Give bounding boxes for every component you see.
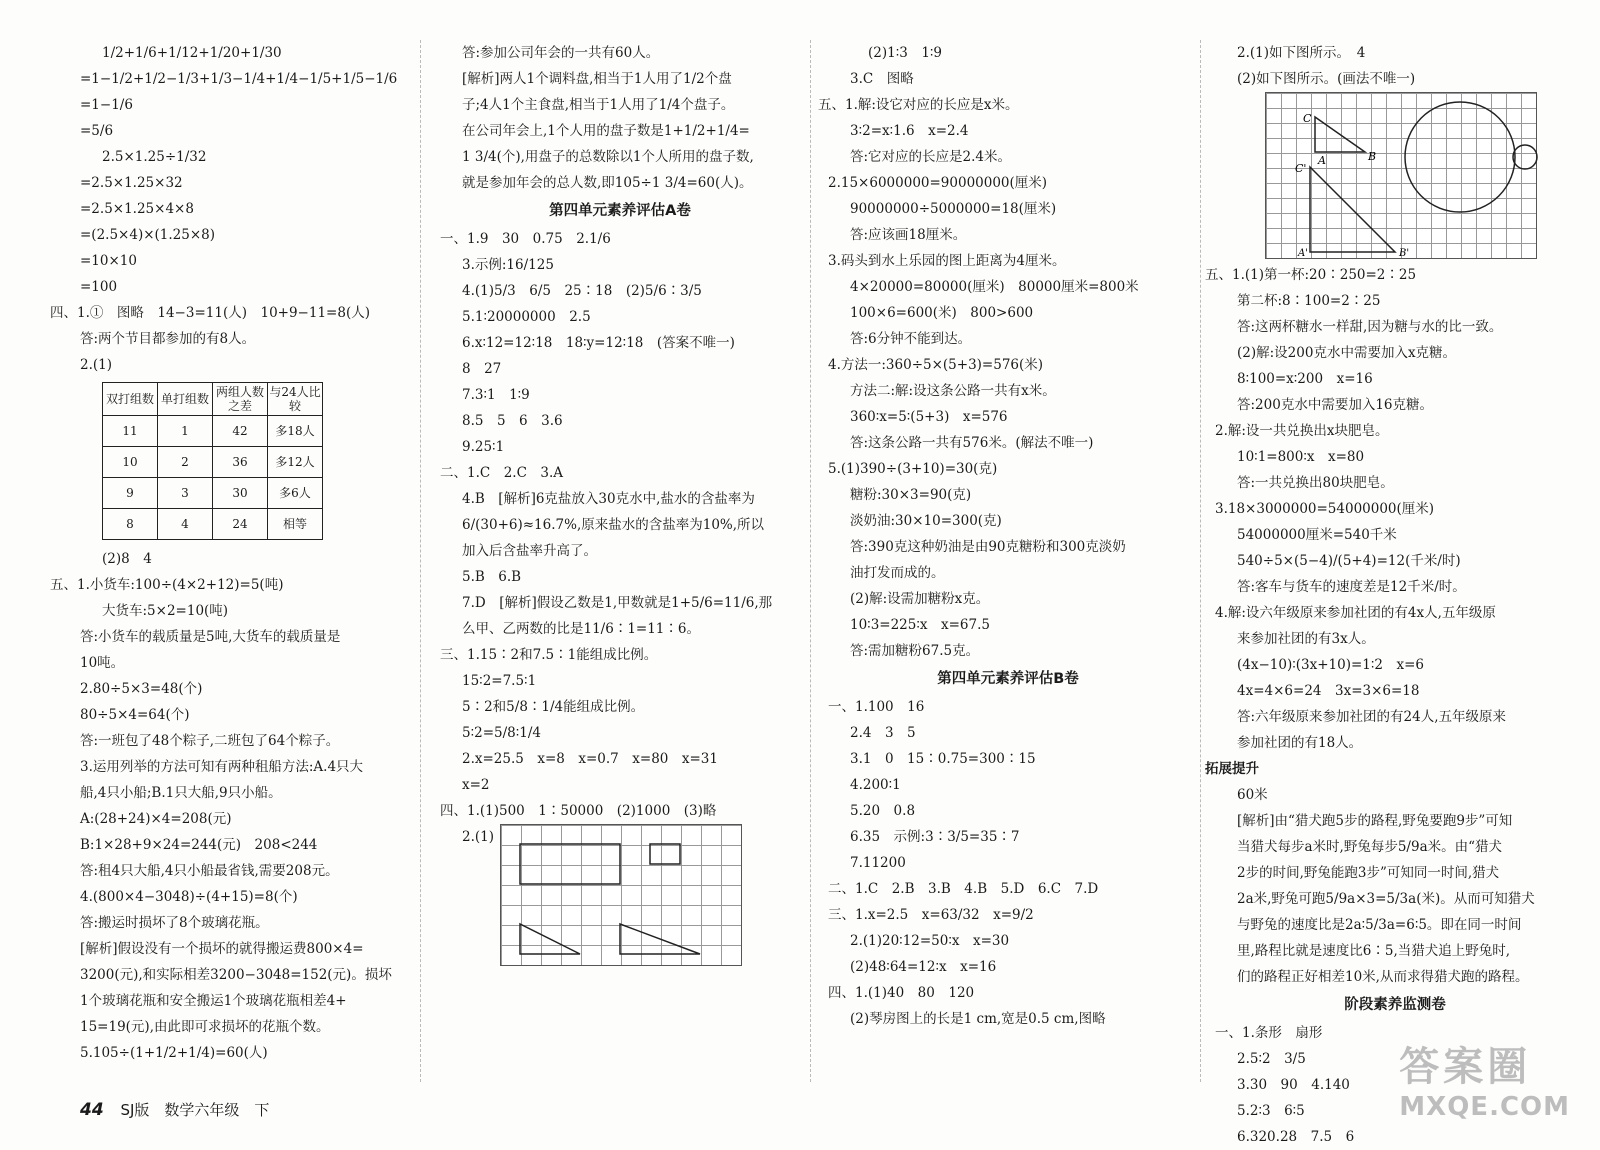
text-line: 油打发而成的。	[850, 565, 945, 581]
text-line: 6.320.28 7.5 6	[1237, 1129, 1355, 1145]
text-line: 6/(30+6)≈16.7%,原来盐水的含盐率为10%,所以	[462, 517, 765, 533]
text-line: 糖粉:30×3=90(克)	[850, 487, 972, 503]
point-label: C	[1303, 112, 1312, 125]
text-line: 答:客车与货车的速度差是12千米/时。	[1237, 579, 1466, 595]
section-title: 第四单元素养评估A卷	[549, 203, 691, 219]
point-label: C'	[1295, 162, 1307, 175]
text-line: 2.5×1.25÷1/32	[102, 149, 207, 165]
text-line: 5∶2=5/8∶1/4	[462, 725, 541, 741]
text-line: 54000000厘米=540千米	[1237, 527, 1397, 543]
text-line: (2)琴房图上的长是1 cm,宽是0.5 cm,图略	[850, 1011, 1106, 1027]
text-line: B:1×28+9×24=244(元) 208<244	[80, 837, 318, 853]
text-line: 第二杯:8∶100=2∶25	[1237, 293, 1381, 309]
table-cell: 多18人	[268, 416, 323, 447]
point-label: B'	[1399, 248, 1410, 259]
table-cell: 8	[103, 509, 158, 540]
text-line: 5.1∶20000000 2.5	[462, 309, 591, 325]
table-cell: 11	[103, 416, 158, 447]
footer-text: SJ版 数学六年级 下	[120, 1101, 270, 1119]
text-line: 3∶2=x∶1.6 x=2.4	[850, 123, 969, 139]
point-label: B	[1368, 150, 1377, 163]
table-cell: 2	[158, 447, 213, 478]
text-line: 参加社团的有18人。	[1237, 735, 1363, 751]
table-header: 双打组数	[103, 383, 158, 416]
text-line: 三、1.x=2.5 x=63/32 x=9/2	[828, 907, 1034, 923]
text-line: (2)48∶64=12∶x x=16	[850, 959, 997, 975]
table-header: 单打组数	[158, 383, 213, 416]
table-header: 与24人比较	[268, 383, 323, 416]
text-line: 60米	[1237, 787, 1268, 803]
text-line: 2a米,野兔可跑5/9a×3=5/3a(米)。从而可知猎犬	[1237, 891, 1535, 907]
text-line: 方法二:解:设这条公路一共有x米。	[850, 383, 1056, 399]
answer-column-1	[50, 40, 410, 1066]
answer-column-3	[818, 40, 1188, 1032]
text-line: 五、1.(1)第一杯:20∶250=2∶25	[1205, 267, 1417, 283]
text-line: 2.(1)	[462, 829, 495, 845]
text-line: 3.1 0 15∶0.75=300∶15	[850, 751, 1036, 767]
column-divider	[810, 40, 811, 1082]
text-line: 7.3∶1 1∶9	[462, 387, 530, 403]
text-line: 在公司年会上,1个人用的盘子数是1+1/2+1/4=	[462, 123, 750, 139]
text-line: 答:200克水中需要加入16克糖。	[1237, 397, 1433, 413]
text-line: 2.80÷5×3=48(个)	[80, 681, 203, 697]
text-line: 360∶x=5∶(5+3) x=576	[850, 409, 1008, 425]
text-line: 2.解:设一共兑换出x块肥皂。	[1215, 423, 1389, 439]
text-line: 10∶1=800∶x x=80	[1237, 449, 1365, 465]
text-line: 答:需加糖粉67.5克。	[850, 643, 980, 659]
text-line: 4.(800×4−3048)÷(4+15)=8(个)	[80, 889, 298, 905]
text-line: 答:小货车的载质量是5吨,大货车的载质量是	[80, 629, 341, 645]
text-line: 3200(元),和实际相差3200−3048=152(元)。损坏	[80, 967, 392, 983]
table-cell: 9	[103, 478, 158, 509]
text-line: 8 27	[462, 361, 502, 377]
text-line: =(2.5×4)×(1.25×8)	[80, 227, 216, 243]
text-line: 2步的时间,野兔能跑3步”可知同一时间,猎犬	[1237, 865, 1500, 881]
watermark-url: MXQE.COM	[1399, 1092, 1570, 1122]
text-line: 2.15×6000000=90000000(厘米)	[828, 175, 1048, 191]
text-line: 答:两个节目都参加的有8人。	[80, 331, 256, 347]
text-line: 答:6分钟不能到达。	[850, 331, 972, 347]
text-line: 15=19(元),由此即可求损坏的花瓶个数。	[80, 1019, 330, 1035]
text-line: 4.200∶1	[850, 777, 901, 793]
text-line: =2.5×1.25×4×8	[80, 201, 194, 217]
text-line: 7.11200	[850, 855, 906, 871]
text-line: 四、1.(1)500 1∶50000 (2)1000 (3)略	[440, 803, 717, 819]
text-line: 答:它对应的长应是2.4米。	[850, 149, 1012, 165]
point-label: A	[1318, 154, 1326, 167]
text-line: 2.x=25.5 x=8 x=0.7 x=80 x=31	[462, 751, 718, 767]
table-cell: 相等	[268, 509, 323, 540]
answer-column-2	[440, 40, 800, 974]
text-line: 5.105÷(1+1/2+1/4)=60(人)	[80, 1045, 268, 1061]
text-line: 答:这条公路一共有576米。(解法不唯一)	[850, 435, 1094, 451]
text-line: 8.5 5 6 3.6	[462, 413, 563, 429]
text-line: 5.20 0.8	[850, 803, 916, 819]
column-divider	[420, 40, 421, 1082]
text-line: 9.25∶1	[462, 439, 505, 455]
text-line: 8∶100=x∶200 x=16	[1237, 371, 1373, 387]
text-line: 里,路程比就是速度比6∶5,当猎犬追上野兔时,	[1237, 943, 1511, 959]
text-line: 答:搬运时损坏了8个玻璃花瓶。	[80, 915, 269, 931]
text-line: 6.x∶12=12∶18 18∶y=12∶18 (答案不唯一)	[462, 335, 735, 351]
grid-drawing	[500, 824, 740, 964]
text-line: (2)1∶3 1∶9	[868, 45, 943, 61]
text-line: 答:租4只大船,4只小船最省钱,需要208元。	[80, 863, 339, 879]
text-line: 来参加社团的有3x人。	[1237, 631, 1375, 647]
text-line: (2)解:设200克水中需要加入x克糖。	[1237, 345, 1457, 361]
text-line: 答:参加公司年会的一共有60人。	[462, 45, 660, 61]
text-line: 五、1.解:设它对应的长应是x米。	[818, 97, 1019, 113]
text-line: 二、1.C 2.C 3.A	[440, 465, 564, 481]
section-title: 阶段素养监测卷	[1344, 997, 1446, 1013]
grid-drawing	[1265, 92, 1535, 257]
text-line: =1−1/2+1/2−1/3+1/3−1/4+1/4−1/5+1/5−1/6	[80, 71, 398, 87]
text-line: (4x−10)∶(3x+10)=1∶2 x=6	[1237, 657, 1424, 673]
section-title: 第四单元素养评估B卷	[937, 671, 1079, 687]
point-label: A'	[1298, 248, 1308, 259]
text-line: 淡奶油:30×10=300(克)	[850, 513, 1002, 529]
text-line: 么甲、乙两数的比是11/6∶1=11∶6。	[462, 621, 700, 637]
text-line: 100×6=600(米) 800>600	[850, 305, 1034, 321]
text-line: 2.5∶2 3/5	[1237, 1051, 1306, 1067]
text-line: 1 3/4(个),用盘子的总数除以1个人所用的盘子数,	[462, 149, 754, 165]
text-line: 5.B 6.B	[462, 569, 522, 585]
table-cell: 3	[158, 478, 213, 509]
text-line: 10吨。	[80, 655, 125, 671]
table-cell: 36	[213, 447, 268, 478]
table-cell: 多12人	[268, 447, 323, 478]
text-line: 子;4人1个主食盘,相当于1人用了1/4个盘子。	[462, 97, 735, 113]
text-line: 1个玻璃花瓶和安全搬运1个玻璃花瓶相差4+	[80, 993, 347, 1009]
text-line: =100	[80, 279, 118, 295]
text-line: 答:一共兑换出80块肥皂。	[1237, 475, 1394, 491]
text-line: 加入后含盐率升高了。	[462, 543, 597, 559]
page-footer	[80, 1099, 269, 1120]
text-line: 五、1.小货车:100÷(4×2+12)=5(吨)	[50, 577, 284, 593]
text-line: 2.(1)如下图所示。 4	[1237, 45, 1366, 61]
text-line: [解析]由“猎犬跑5步的路程,野兔要跑9步”可知	[1237, 813, 1513, 829]
text-line: 540÷5×(5−4)/(5+4)=12(千米/时)	[1237, 553, 1461, 569]
text-line: 5.(1)390÷(3+10)=30(克)	[828, 461, 998, 477]
table-cell: 30	[213, 478, 268, 509]
text-line: 80÷5×4=64(个)	[80, 707, 190, 723]
text-line: 2.(1)20∶12=50∶x x=30	[850, 933, 1010, 949]
text-line: 答:应该画18厘米。	[850, 227, 967, 243]
table-cell: 4	[158, 509, 213, 540]
text-line: 答:一班包了48个粽子,二班包了64个粽子。	[80, 733, 340, 749]
text-line: 4.方法一:360÷5×(5+3)=576(米)	[828, 357, 1044, 373]
text-line: (2)8 4	[102, 551, 152, 567]
text-line: 答:390克这种奶油是由90克糖粉和300克淡奶	[850, 539, 1126, 555]
text-line: 4x=4×6=24 3x=3×6=18	[1237, 683, 1420, 699]
text-line: 5∶2和5/8∶1/4能组成比例。	[462, 699, 645, 715]
table-cell: 10	[103, 447, 158, 478]
table-cell: 多6人	[268, 478, 323, 509]
text-line: 就是参加年会的总人数,即105÷1 3/4=60(人)。	[462, 175, 753, 191]
table-cell: 1	[158, 416, 213, 447]
text-line: 10∶3=225∶x x=67.5	[850, 617, 990, 633]
text-line: 6.35 示例:3∶3/5=35∶7	[850, 829, 1020, 845]
text-line: 3.30 90 4.140	[1237, 1077, 1350, 1093]
text-line: 四、1.(1)40 80 120	[828, 985, 975, 1001]
text-line: 一、1.100 16	[828, 699, 925, 715]
text-line: 3.18×3000000=54000000(厘米)	[1215, 501, 1435, 517]
text-line: 15∶2=7.5∶1	[462, 673, 537, 689]
text-line: 4×20000=80000(厘米) 80000厘米=800米	[850, 279, 1139, 295]
text-line: [解析]假设没有一个损坏的就得搬运费800×4=	[80, 941, 364, 957]
text-line: 3.运用列举的方法可知有两种租船方法:A.4只大	[80, 759, 364, 775]
text-line: 3.示例:16/125	[462, 257, 554, 273]
text-line: =10×10	[80, 253, 137, 269]
text-line: 船,4只小船;B.1只大船,9只小船。	[80, 785, 282, 801]
column-divider	[1200, 40, 1201, 1082]
text-line: 一、1.9 30 0.75 2.1/6	[440, 231, 611, 247]
text-line: 答:六年级原来参加社团的有24人,五年级原来	[1237, 709, 1507, 725]
answer-column-4	[1205, 40, 1575, 1150]
text-line: =1−1/6	[80, 97, 133, 113]
text-line: 一、1.条形 扇形	[1215, 1025, 1323, 1041]
text-line: (2)如下图所示。(画法不唯一)	[1237, 71, 1416, 87]
text-line: 3.C 图略	[850, 71, 914, 87]
text-line: 三、1.15∶2和7.5∶1能组成比例。	[440, 647, 658, 663]
watermark-logo: 答案圈	[1399, 1044, 1532, 1090]
text-line: 当猎犬每步a米时,野兔每步5/9a米。由“猎犬	[1237, 839, 1503, 855]
answer-table	[102, 382, 323, 540]
text-line: 二、1.C 2.B 3.B 4.B 5.D 6.C 7.D	[828, 881, 1099, 897]
text-line: 四、1.① 图略 14−3=11(人) 10+9−11=8(人)	[50, 305, 370, 321]
text-line: 4.B [解析]6克盐放入30克水中,盐水的含盐率为	[462, 491, 755, 507]
table-cell: 24	[213, 509, 268, 540]
text-line: 4.(1)5/3 6/5 25∶18 (2)5/6∶3/5	[462, 283, 702, 299]
text-line: x=2	[462, 777, 490, 793]
text-line: 2.4 3 5	[850, 725, 916, 741]
text-line: =5/6	[80, 123, 114, 139]
watermark	[1399, 1035, 1570, 1122]
text-line: 90000000÷5000000=18(厘米)	[850, 201, 1057, 217]
text-line: 5.2∶3 6∶5	[1237, 1103, 1305, 1119]
text-line: [解析]两人1个调料盘,相当于1人用了1/2个盘	[462, 71, 732, 87]
text-line: 答:这两杯糖水一样甜,因为糖与水的比一致。	[1237, 319, 1503, 335]
table-cell: 42	[213, 416, 268, 447]
text-line: 4.解:设六年级原来参加社团的有4x人,五年级原	[1215, 605, 1496, 621]
page-number: 44	[80, 1100, 104, 1120]
text-line: 1/2+1/6+1/12+1/20+1/30	[102, 45, 282, 61]
text-line: 们的路程正好相差10米,从而求得猎犬跑的路程。	[1237, 969, 1529, 985]
text-line: =2.5×1.25×32	[80, 175, 183, 191]
text-line: A:(28+24)×4=208(元)	[80, 811, 232, 827]
table-header: 两组人数之差	[213, 383, 268, 416]
subsection-title: 拓展提升	[1205, 761, 1259, 777]
text-line: 与野兔的速度比是2a∶5/3a=6∶5。即在同一时间	[1237, 917, 1522, 933]
text-line: 2.(1)	[80, 357, 113, 373]
text-line: 7.D [解析]假设乙数是1,甲数就是1+5/6=11/6,那	[462, 595, 773, 611]
text-line: (2)解:设需加糖粉x克。	[850, 591, 990, 607]
text-line: 3.码头到水上乐园的图上距离为4厘米。	[828, 253, 1066, 269]
text-line: 大货车:5×2=10(吨)	[102, 603, 229, 619]
